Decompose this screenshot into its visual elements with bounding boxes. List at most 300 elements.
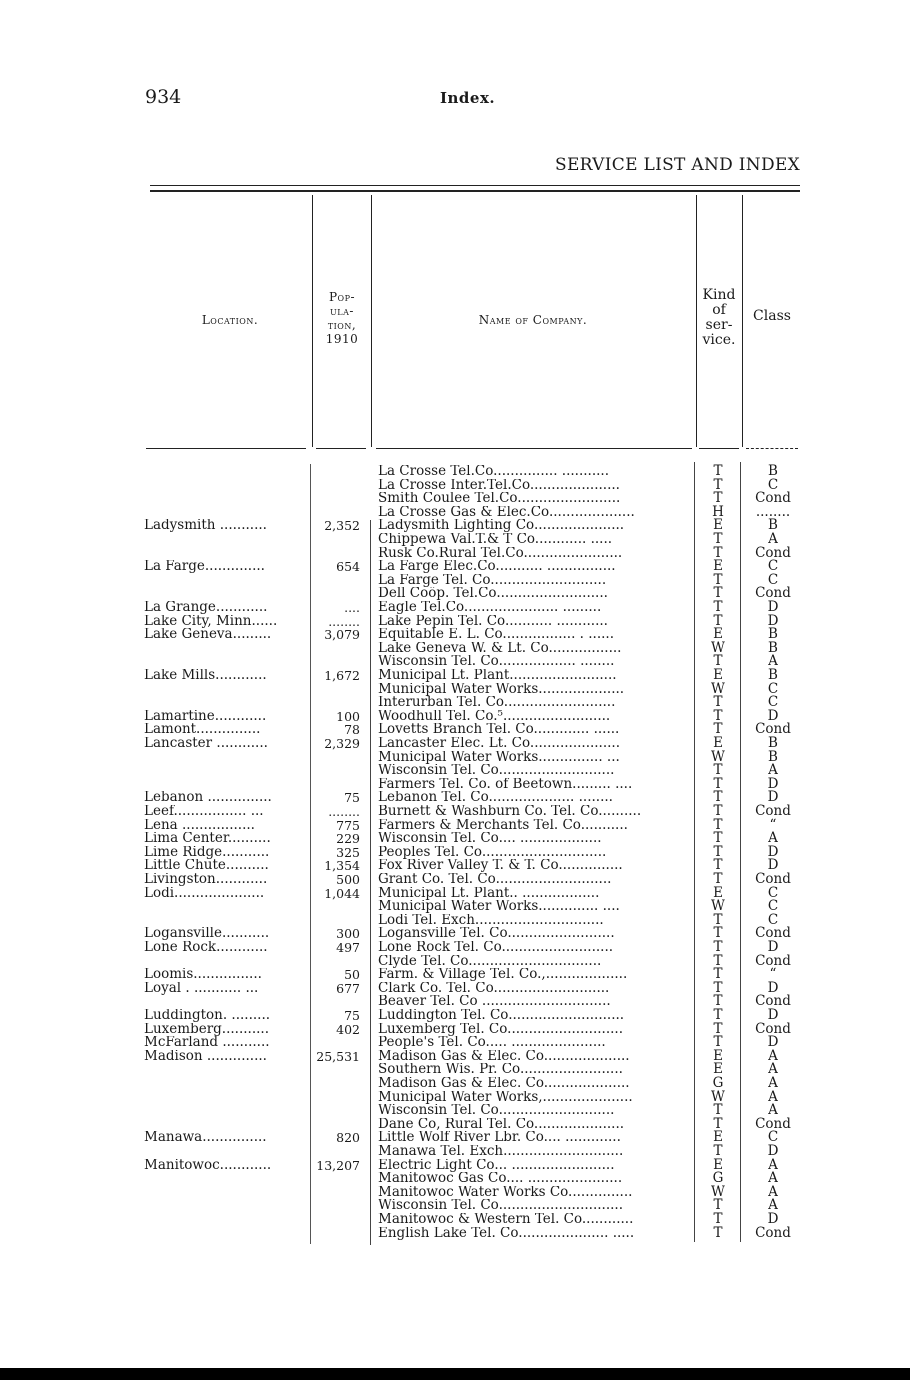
class-cell: A: [768, 653, 778, 670]
location-cell: Little Chute..........: [144, 859, 269, 873]
population-cell: 13,207: [316, 1157, 360, 1173]
kind-cell: T: [713, 490, 723, 507]
population-cell: 78: [344, 722, 360, 738]
location-cell: Lancaster ............: [144, 737, 268, 751]
location-cell: [144, 655, 308, 669]
location-cell: Lodi.....................: [144, 886, 265, 901]
kind-cell: T: [713, 653, 723, 670]
company-cell: Lovetts Branch Tel. Co............. ......: [378, 723, 620, 737]
population-cell: 1,672: [324, 668, 360, 683]
class-cell: B: [768, 667, 778, 683]
population-cell: 402: [336, 1021, 360, 1037]
company-cell: La Farge Elec.Co........... ................: [378, 560, 616, 574]
page-edge: [0, 1368, 910, 1380]
location-cell: [144, 995, 308, 1009]
class-cell: B: [768, 639, 778, 656]
location-cell: Lamont...............: [144, 723, 261, 737]
population-cell: 229: [336, 831, 360, 847]
location-cell: Loomis................: [144, 968, 262, 982]
population-cell: [314, 642, 360, 656]
kind-cell: T: [713, 1143, 723, 1159]
kind-cell: T: [713, 830, 723, 847]
header-company: Name of Company.: [478, 313, 588, 327]
location-cell: La Farge..............: [144, 560, 265, 574]
company-cell: Dane Co, Rural Tel. Co.....................: [378, 1117, 625, 1132]
population-cell: 325: [336, 844, 360, 860]
column-divider: [312, 195, 313, 447]
population-cell: 654: [336, 559, 360, 575]
kind-cell: H: [712, 503, 724, 520]
population-cell: 1,044: [324, 885, 360, 901]
class-cell: Cond: [755, 925, 791, 942]
population-cell: 500: [336, 872, 360, 887]
kind-cell: E: [713, 667, 723, 683]
population-cell: 300: [336, 926, 360, 942]
location-cell: [144, 1227, 308, 1241]
header-location: Location.: [201, 313, 259, 327]
class-cell: Cond: [755, 1224, 791, 1241]
company-cell: English Lake Tel. Co..................... .....: [378, 1226, 635, 1241]
kind-cell: G: [712, 1075, 724, 1091]
company-cell: Municipal Water Works....................: [378, 682, 625, 697]
kind-cell: T: [713, 911, 723, 928]
class-cell: B: [768, 735, 778, 751]
class-cell: D: [767, 707, 779, 724]
location-cell: Madison ..............: [144, 1049, 267, 1064]
company-cell: Wisconsin Tel. Co...........................: [378, 1104, 615, 1118]
population-cell: 2,329: [324, 736, 360, 751]
location-cell: [144, 587, 308, 601]
kind-cell: T: [713, 843, 723, 860]
class-cell: C: [767, 476, 779, 493]
population-cell: [314, 764, 360, 778]
company-cell: Lodi Tel. Exch..............................: [378, 913, 604, 928]
kind-cell: E: [713, 626, 723, 643]
class-cell: A: [768, 1197, 778, 1214]
population-cell: [314, 683, 360, 697]
company-cell: Wisconsin Tel. Co...........................: [378, 764, 615, 778]
location-cell: [144, 900, 308, 914]
company-cell: Farmers & Merchants Tel. Co...........: [378, 818, 628, 833]
kind-cell: T: [713, 476, 723, 493]
class-cell: Cond: [755, 1115, 791, 1132]
location-cell: [144, 1091, 308, 1105]
kind-cell: T: [713, 707, 723, 724]
company-cell: Dell Coöp. Tel.Co..........................: [378, 587, 608, 601]
population-cell: [314, 1104, 360, 1118]
section-title: SERVICE LIST AND INDEX: [555, 155, 800, 175]
location-cell: Lena .................: [144, 818, 255, 833]
population-cell: [314, 900, 360, 914]
location-cell: Lebanon ...............: [144, 791, 272, 805]
location-cell: [144, 1199, 308, 1213]
page-number: 934: [145, 86, 182, 108]
company-cell: Municipal Water Works.............. ....: [378, 900, 620, 914]
company-cell: Woodhull Tel. Co.⁵.........................: [378, 709, 611, 724]
population-cell: [314, 751, 360, 765]
class-cell: A: [768, 1183, 778, 1200]
location-cell: [144, 1104, 308, 1118]
column-divider: [740, 462, 741, 1242]
class-cell: C: [767, 558, 779, 575]
column-divider: [694, 462, 695, 1242]
company-cell: Rusk Co.Rural Tel.Co.......................: [378, 546, 623, 561]
kind-cell: T: [713, 857, 723, 874]
kind-cell: T: [713, 775, 723, 792]
class-cell: D: [767, 599, 779, 615]
kind-cell: T: [713, 721, 723, 738]
population-cell: 1,354: [324, 858, 360, 874]
class-cell: C: [767, 571, 779, 588]
population-cell: ........: [328, 804, 360, 819]
company-cell: Logansville Tel. Co.........................: [378, 927, 615, 941]
class-cell: C: [767, 1129, 779, 1146]
location-cell: [144, 547, 308, 561]
company-cell: La Crosse Inter.Tel.Co.....................: [378, 478, 620, 493]
class-cell: A: [768, 1061, 778, 1078]
kind-cell: G: [712, 1170, 724, 1187]
population-cell: [314, 547, 360, 561]
kind-cell: E: [713, 1061, 723, 1078]
population-cell: 75: [344, 790, 360, 806]
class-cell: Cond: [755, 585, 791, 602]
population-cell: [314, 696, 360, 710]
header-rule: [316, 448, 366, 449]
company-cell: Farmers Tel. Co. of Beetown......... ....: [378, 777, 633, 792]
header-class: Class: [753, 308, 791, 324]
class-cell: A: [768, 830, 778, 847]
population-cell: [314, 479, 360, 493]
kind-cell: E: [713, 558, 723, 575]
company-cell: Eagle Tel.Co...................... .........: [378, 601, 602, 615]
population-cell: 3,079: [324, 627, 360, 643]
population-cell: 50: [344, 967, 360, 983]
class-cell: Cond: [755, 803, 791, 819]
company-cell: Chippewa Val.T.& T Co............ .....: [378, 533, 613, 547]
kind-cell: T: [713, 762, 723, 779]
location-cell: [144, 764, 308, 778]
class-cell: D: [767, 939, 779, 955]
class-cell: Cond: [755, 871, 791, 887]
class-cell: Cond: [755, 490, 791, 507]
location-cell: Ladysmith ...........: [144, 519, 267, 533]
company-cell: People's Tel. Co..... ......................: [378, 1036, 606, 1050]
company-cell: Electric Light Co... ........................: [378, 1158, 615, 1173]
location-cell: [144, 778, 308, 792]
kind-cell: E: [713, 884, 723, 901]
population-cell: [314, 1118, 360, 1132]
location-cell: Loyal . ........... ...: [144, 981, 259, 996]
location-cell: [144, 1145, 308, 1159]
location-cell: Logansville...........: [144, 927, 270, 941]
header-population: Pop- ula- tion, 1910: [325, 290, 359, 346]
class-cell: D: [767, 612, 779, 629]
kind-cell: T: [713, 1211, 723, 1227]
header-rule: [746, 448, 798, 449]
location-cell: Manitowoc............: [144, 1158, 272, 1173]
company-cell: Equitable E. L. Co................. . ......: [378, 628, 614, 642]
kind-cell: W: [711, 898, 725, 915]
company-cell: Madison Gas & Elec. Co....................: [378, 1077, 630, 1091]
kind-cell: T: [713, 966, 723, 983]
kind-cell: E: [713, 517, 723, 534]
location-cell: [144, 492, 308, 506]
top-rule-thick: [150, 190, 800, 192]
class-cell: D: [767, 843, 779, 860]
company-cell: Southern Wis. Pr. Co........................: [378, 1063, 623, 1077]
company-cell: Manitowoc Water Works Co...............: [378, 1185, 633, 1200]
kind-cell: E: [713, 1129, 723, 1146]
company-cell: Lebanon Tel. Co.................... ........: [378, 791, 613, 805]
location-cell: [144, 751, 308, 765]
kind-cell: E: [713, 1156, 723, 1173]
class-cell: A: [768, 1170, 778, 1187]
location-cell: [144, 1077, 308, 1091]
class-cell: D: [767, 1143, 779, 1159]
class-cell: A: [768, 1156, 778, 1173]
location-cell: Lima Center..........: [144, 832, 271, 846]
header-kind: Kind of ser- vice.: [702, 287, 736, 348]
location-cell: [144, 479, 308, 493]
population-cell: 100: [336, 708, 360, 724]
class-cell: D: [767, 979, 779, 996]
kind-cell: T: [713, 1007, 723, 1023]
company-cell: Manitowoc Gas Co.... ......................: [378, 1172, 623, 1186]
location-cell: Lime Ridge...........: [144, 845, 270, 860]
class-cell: A: [768, 531, 778, 547]
kind-cell: T: [713, 816, 723, 833]
class-cell: A: [768, 1088, 778, 1105]
location-cell: [144, 683, 308, 697]
company-cell: Municipal Water Works............... ...: [378, 750, 620, 765]
population-cell: [314, 533, 360, 547]
class-cell: C: [767, 884, 779, 901]
class-cell: Cond: [755, 544, 791, 561]
class-cell: Cond: [755, 1020, 791, 1037]
column-divider: [310, 464, 311, 1244]
population-cell: [314, 1199, 360, 1213]
kind-cell: T: [713, 544, 723, 561]
company-cell: Farm. & Village Tel. Co.,...................: [378, 968, 628, 982]
company-cell: Municipal Lt. Plant.. ..................: [378, 886, 600, 901]
running-head: [440, 86, 495, 108]
company-cell: Wisconsin Tel. Co.... ...................: [378, 832, 602, 846]
population-cell: [314, 492, 360, 506]
location-cell: [144, 696, 308, 710]
population-cell: ....: [344, 600, 360, 615]
class-cell: B: [768, 463, 778, 479]
company-cell: Municipal Lt. Plant.........................: [378, 669, 617, 683]
header-rule: [376, 448, 692, 449]
company-cell: Little Wolf River Lbr. Co.... .............: [378, 1131, 621, 1145]
kind-cell: E: [713, 1047, 723, 1064]
population-cell: [314, 955, 360, 969]
company-cell: La Crosse Tel.Co............... ...........: [378, 465, 609, 479]
population-cell: [314, 778, 360, 792]
class-cell: C: [767, 680, 779, 697]
company-cell: Grant Co. Tel. Co...........................: [378, 873, 612, 887]
company-cell: Lake Geneva W. & Lt. Co.................: [378, 641, 622, 656]
kind-cell: T: [713, 871, 723, 887]
location-cell: [144, 1118, 308, 1132]
company-cell: Luxemberg Tel. Co...........................: [378, 1022, 624, 1037]
kind-cell: E: [713, 735, 723, 751]
company-cell: Ladysmith Lighting Co.....................: [378, 519, 625, 533]
column-divider: [370, 520, 371, 1245]
kind-cell: T: [713, 979, 723, 996]
kind-cell: W: [711, 1183, 725, 1200]
kind-cell: T: [713, 1034, 723, 1051]
class-cell: C: [767, 911, 779, 928]
class-cell: Cond: [755, 721, 791, 738]
location-cell: Lake City, Minn......: [144, 614, 278, 629]
header-rule: [146, 448, 306, 449]
population-cell: [314, 1091, 360, 1105]
company-cell: Manawa Tel. Exch............................: [378, 1145, 624, 1159]
population-cell: [314, 655, 360, 669]
company-cell: Manitowoc & Western Tel. Co............: [378, 1213, 634, 1227]
kind-cell: T: [713, 531, 723, 547]
location-cell: Lamartine............: [144, 709, 267, 724]
class-cell: “: [769, 966, 777, 983]
class-cell: D: [767, 1007, 779, 1023]
location-cell: [144, 533, 308, 547]
class-cell: “: [769, 816, 777, 833]
population-cell: [314, 1227, 360, 1241]
location-cell: [144, 574, 308, 588]
company-cell: La Farge Tel. Co...........................: [378, 573, 607, 588]
running-head-text: Index.: [440, 89, 496, 107]
company-cell: Clyde Tel. Co...............................: [378, 954, 602, 969]
kind-cell: T: [713, 585, 723, 602]
kind-cell: T: [713, 1020, 723, 1037]
kind-cell: W: [711, 1088, 725, 1105]
kind-cell: W: [711, 680, 725, 697]
location-cell: Manawa...............: [144, 1131, 267, 1145]
class-cell: A: [768, 1047, 778, 1064]
population-cell: [314, 1077, 360, 1091]
population-cell: [314, 574, 360, 588]
population-cell: 775: [336, 817, 360, 833]
location-cell: [144, 1186, 308, 1200]
company-cell: Smith Coulee Tel.Co........................: [378, 492, 621, 506]
population-cell: 497: [336, 940, 360, 955]
population-cell: [314, 995, 360, 1009]
kind-cell: T: [713, 803, 723, 819]
kind-cell: T: [713, 1102, 723, 1119]
class-cell: D: [767, 1211, 779, 1227]
population-cell: 2,352: [324, 518, 360, 534]
class-cell: B: [768, 517, 778, 534]
class-cell: D: [767, 789, 779, 806]
population-cell: [314, 1213, 360, 1227]
kind-cell: T: [713, 463, 723, 479]
company-cell: Municipal Water Works,.....................: [378, 1090, 633, 1105]
population-cell: [314, 587, 360, 601]
kind-cell: T: [713, 1224, 723, 1241]
company-cell: La Crosse Gas & Elec.Co....................: [378, 505, 635, 520]
company-cell: Wisconsin Tel. Co.............................: [378, 1199, 624, 1213]
class-cell: A: [768, 1075, 778, 1091]
company-cell: Luddington Tel. Co...........................: [378, 1009, 625, 1023]
class-cell: C: [767, 694, 779, 711]
header-rule: [699, 448, 739, 449]
class-cell: D: [767, 1034, 779, 1051]
top-rule: [150, 185, 800, 186]
kind-cell: T: [713, 694, 723, 711]
kind-cell: T: [713, 599, 723, 615]
company-cell: Wisconsin Tel. Co.................. ........: [378, 655, 615, 669]
class-cell: Cond: [755, 993, 791, 1010]
class-cell: ........: [755, 503, 791, 520]
population-cell: [314, 506, 360, 520]
company-cell: Lancaster Elec. Lt. Co.....................: [378, 737, 621, 751]
location-cell: [144, 914, 308, 928]
company-cell: Madison Gas & Elec. Co....................: [378, 1049, 630, 1064]
class-cell: C: [767, 898, 779, 915]
location-cell: La Grange............: [144, 601, 268, 615]
location-cell: [144, 1063, 308, 1077]
population-cell: 25,531: [316, 1048, 360, 1064]
population-cell: [314, 465, 360, 479]
population-cell: [314, 1063, 360, 1077]
class-cell: A: [768, 762, 778, 779]
kind-cell: T: [713, 993, 723, 1010]
kind-cell: W: [711, 639, 725, 656]
kind-cell: T: [713, 1115, 723, 1132]
population-cell: 677: [336, 980, 360, 996]
population-cell: [314, 1036, 360, 1050]
kind-cell: T: [713, 571, 723, 588]
location-cell: McFarland ...........: [144, 1036, 270, 1050]
company-cell: Clark Co. Tel. Co...........................: [378, 981, 610, 996]
location-cell: Leef................. ...: [144, 805, 264, 819]
company-cell: Fox River Valley T. & T. Co...............: [378, 859, 623, 873]
location-cell: Lake Geneva.........: [144, 628, 272, 642]
company-cell: Interurban Tel. Co..........................: [378, 696, 616, 710]
population-cell: [314, 914, 360, 928]
kind-cell: T: [713, 925, 723, 942]
location-cell: Livingston............: [144, 873, 268, 887]
class-cell: Cond: [755, 952, 791, 969]
kind-cell: W: [711, 748, 725, 765]
kind-cell: T: [713, 612, 723, 629]
class-cell: B: [768, 748, 778, 765]
population-cell: [314, 1145, 360, 1159]
location-cell: [144, 1172, 308, 1186]
population-cell: [314, 1172, 360, 1186]
class-cell: A: [768, 1102, 778, 1119]
class-cell: D: [767, 775, 779, 792]
company-cell: Burnett & Washburn Co. Tel. Co..........: [378, 805, 642, 819]
class-cell: B: [768, 626, 778, 643]
population-cell: 75: [344, 1008, 360, 1023]
company-cell: Lake Pepin Tel. Co........... ............: [378, 614, 608, 629]
population-cell: ........: [328, 613, 360, 629]
kind-cell: T: [713, 952, 723, 969]
population-cell: 820: [336, 1130, 360, 1146]
company-cell: Peoples Tel. Co.............................: [378, 845, 607, 860]
location-cell: [144, 955, 308, 969]
location-cell: Lake Mills............: [144, 669, 267, 683]
kind-cell: T: [713, 939, 723, 955]
location-cell: Luddington. .........: [144, 1009, 271, 1023]
kind-cell: T: [713, 1197, 723, 1214]
company-cell: Lone Rock Tel. Co..........................: [378, 941, 614, 955]
location-cell: [144, 506, 308, 520]
location-cell: [144, 465, 308, 479]
company-cell: Beaver Tel. Co ..............................: [378, 995, 611, 1009]
